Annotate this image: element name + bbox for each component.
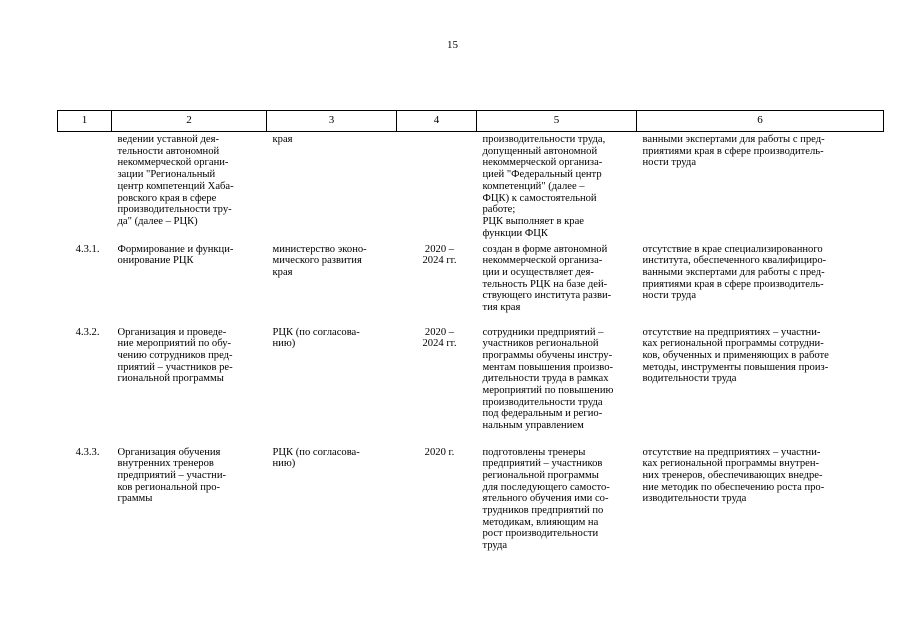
term: 2020 – 2024 гг.: [422, 326, 457, 350]
problem-description: отсутствие на предприятиях – участни- ках региональной программы внутрен- них тренеров, обеспечивающих внедре- ние методик по обеспечению роста про- изводительности труда: [642, 446, 825, 505]
expected-result: создан в форме автономной некоммерческой организа- ции и осуществляет дея- тельность РЦК на базе дей- ствующего института разви- тия края: [482, 243, 612, 314]
table-row: [58, 132, 884, 244]
expected-result: сотрудники предприятий – участников региональной программы обучены инстру- ментам повышения произво- дительности труда в рамках мероприятий по повышению производительности труда под федеральным и регио- нальным управлением: [482, 326, 614, 432]
expected-result: производительности труда, допущенный автономной некоммерческой организа- цией "Федеральный центр компетенций" (далее – ФЦК) к самостоятельной работе; РЦК выполняет в крае функции ФЦК: [482, 134, 606, 239]
activity-name: Формирование и функци- онирование РЦК: [117, 243, 234, 267]
table-row: [58, 327, 884, 447]
page-number: 15: [447, 39, 458, 51]
table-row: [58, 447, 884, 552]
executor: края: [272, 134, 293, 145]
table-header-row: [58, 111, 884, 132]
column-header-1: 1: [58, 111, 112, 132]
term: 2020 г.: [424, 446, 455, 458]
problem-description: отсутствие в крае специализированного института, обеспеченного квалифициро- ванными экспертами для работы с пред- приятиями края в сфере производитель- ности труда: [642, 243, 827, 302]
column-header-4: 4: [397, 111, 477, 132]
executor: министерство эконо- мического развития края: [272, 243, 367, 278]
expected-result: подготовлены тренеры предприятий – участников региональной программы для последующего самосто- ятельного обучения ими со- трудников предприятий по методикам, влияющим на рост производительности труда: [482, 446, 610, 552]
term: 2020 – 2024 гг.: [422, 243, 457, 267]
row-number: [58, 132, 112, 244]
table-row: [58, 244, 884, 327]
problem-description: ванными экспертами для работы с пред- приятиями края в сфере производитель- ности труда: [642, 134, 825, 169]
row-number: 4.3.1.: [75, 243, 100, 255]
column-header-5: 5: [477, 111, 637, 132]
activity-name: Организация и проведе- ние мероприятий по обу- чению сотрудников пред- приятий – участников ре- гиональной программы: [117, 326, 233, 385]
executor: РЦК (по согласова- нию): [272, 446, 360, 470]
row-number: 4.3.2.: [75, 326, 100, 338]
column-header-2: 2: [112, 111, 267, 132]
term: [397, 132, 477, 244]
activity-name: Организация обучения внутренних тренеров предприятий – участни- ков региональной про- граммы: [117, 446, 227, 505]
executor: РЦК (по согласова- нию): [272, 326, 360, 350]
problem-description: отсутствие на предприятиях – участни- ках региональной программы сотрудни- ков, обученных и применяющих в работе методы, инструменты повышения произ- водительности труда: [642, 326, 829, 385]
activity-name: ведении уставной дея- тельности автономной некоммерческой органи- зации "Региональный центр компетенций Хаба- ровского края в сфере производительности тру- да" (далее – РЦК): [117, 134, 234, 227]
column-header-3: 3: [267, 111, 397, 132]
row-number: 4.3.3.: [75, 446, 100, 458]
activities-table: [57, 110, 884, 552]
column-header-6: 6: [637, 111, 884, 132]
